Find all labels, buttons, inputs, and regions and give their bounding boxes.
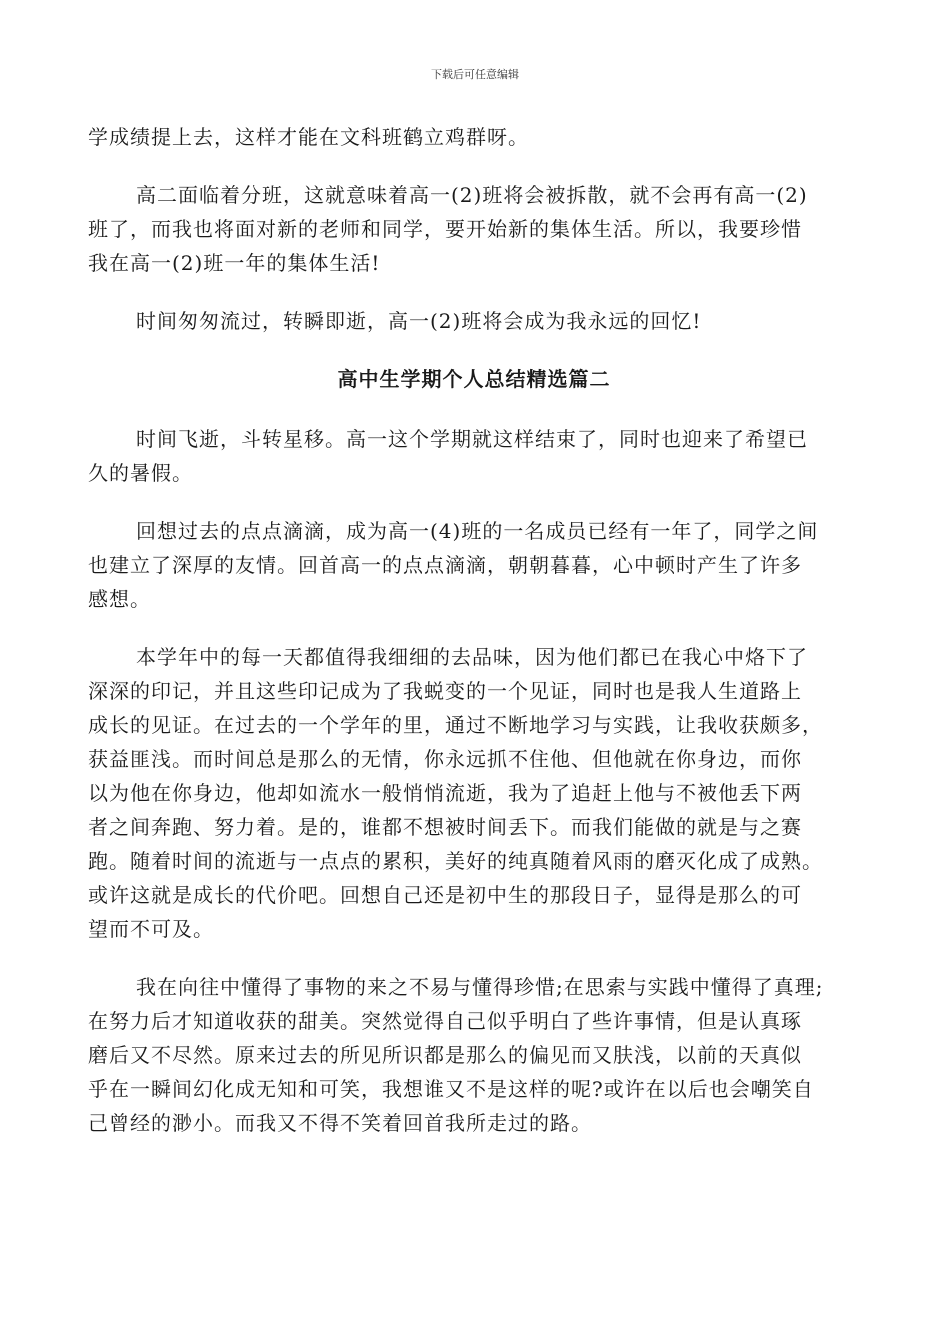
paragraphs-after-section bbox=[88, 422, 860, 1140]
paragraph-line: 感想。 bbox=[88, 587, 151, 611]
paragraph bbox=[88, 422, 860, 490]
paragraph-line: 成长的见证。在过去的一个学年的里，通过不断地学习与实践，让我收获颇多， bbox=[88, 713, 823, 737]
paragraph-line: 我在高一(2)班一年的集体生活! bbox=[88, 251, 381, 275]
paragraph-line: 也建立了深厚的友情。回首高一的点点滴滴，朝朝暮暮，心中顿时产生了许多 bbox=[88, 553, 802, 577]
section-title: 高中生学期个人总结精选篇二 bbox=[337, 367, 611, 391]
paragraph-line: 高二面临着分班，这就意味着高一(2)班将会被拆散，就不会再有高一(2) bbox=[136, 183, 808, 207]
paragraph-line: 磨后又不尽然。原来过去的所见所识都是那么的偏见而又肤浅，以前的天真似 bbox=[88, 1043, 802, 1067]
paragraph-line: 乎在一瞬间幻化成无知和可笑，我想谁又不是这样的呢?或许在以后也会嘲笑自 bbox=[88, 1077, 814, 1101]
paragraph bbox=[88, 640, 860, 946]
paragraph-line: 己曾经的渺小。而我又不得不笑着回首我所走过的路。 bbox=[88, 1111, 592, 1135]
page-header-note: 下载后可任意编辑 bbox=[431, 68, 519, 81]
paragraph-line: 深深的印记，并且这些印记成为了我蜕变的一个见证，同时也是我人生道路上 bbox=[88, 679, 802, 703]
paragraph bbox=[88, 178, 860, 280]
paragraph-line: 获益匪浅。而时间总是那么的无情，你永远抓不住他、但他就在你身边，而你 bbox=[88, 747, 802, 771]
paragraph-line: 学成绩提上去，这样才能在文科班鹤立鸡群呀。 bbox=[88, 125, 529, 149]
paragraph bbox=[88, 970, 860, 1140]
paragraph-line: 时间匆匆流过，转瞬即逝，高一(2)班将会成为我永远的回忆! bbox=[136, 309, 702, 333]
paragraphs-before-section bbox=[88, 120, 860, 338]
paragraph-line: 久的暑假。 bbox=[88, 461, 193, 485]
paragraph-line: 我在向往中懂得了事物的来之不易与懂得珍惜;在思索与实践中懂得了真理; bbox=[136, 975, 824, 999]
paragraph bbox=[88, 120, 860, 154]
paragraph-line: 者之间奔跑、努力着。是的，谁都不想被时间丢下。而我们能做的就是与之赛 bbox=[88, 815, 802, 839]
paragraph-line: 或许这就是成长的代价吧。回想自己还是初中生的那段日子，显得是那么的可 bbox=[88, 883, 802, 907]
paragraph bbox=[88, 304, 860, 338]
paragraph bbox=[88, 514, 860, 616]
paragraph-line: 望而不可及。 bbox=[88, 917, 214, 941]
paragraph-line: 班了，而我也将面对新的老师和同学，要开始新的集体生活。所以，我要珍惜 bbox=[88, 217, 802, 241]
paragraph-line: 时间飞逝，斗转星移。高一这个学期就这样结束了，同时也迎来了希望已 bbox=[136, 427, 808, 451]
document-body bbox=[88, 120, 860, 1164]
paragraph-line: 以为他在你身边，他却如流水一般悄悄流逝，我为了追赶上他与不被他丢下两 bbox=[88, 781, 802, 805]
paragraph-line: 本学年中的每一天都值得我细细的去品味，因为他们都已在我心中烙下了 bbox=[136, 645, 808, 669]
paragraph-line: 跑。随着时间的流逝与一点点的累积，美好的纯真随着风雨的磨灭化成了成熟。 bbox=[88, 849, 823, 873]
paragraph-line: 回想过去的点点滴滴，成为高一(4)班的一名成员已经有一年了，同学之间 bbox=[136, 519, 819, 543]
paragraph-line: 在努力后才知道收获的甜美。突然觉得自己似乎明白了些许事情，但是认真琢 bbox=[88, 1009, 802, 1033]
